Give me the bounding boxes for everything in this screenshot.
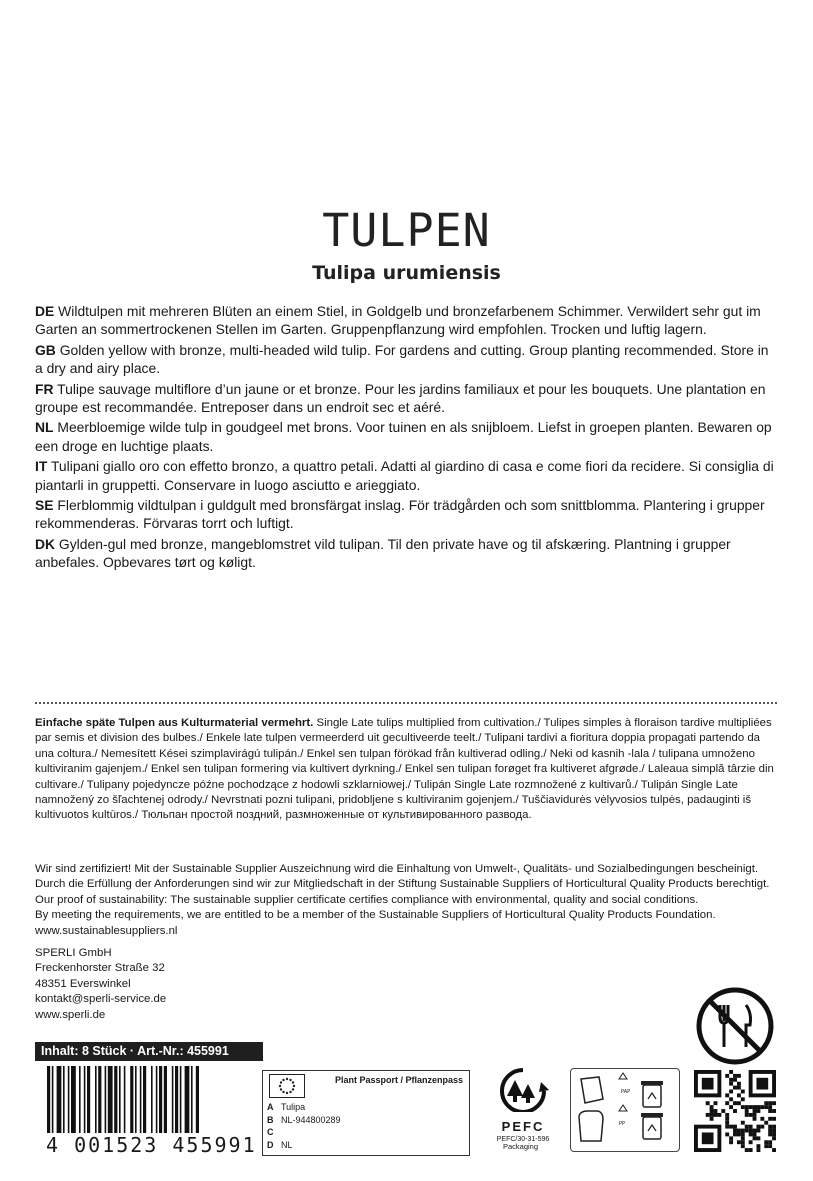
pefc-code: PEFC/30-31-596 — [496, 1136, 550, 1143]
lang-code: NL — [35, 419, 54, 436]
lang-text: Flerblommig vildtulpan i guldgult med bronsfärgat inslag. För trädgården och som snittblomma. Plantering i grupper rekommenderas. Förvaras torrt och luftigt. — [35, 497, 765, 532]
city: 48351 Everswinkel — [35, 977, 131, 990]
not-edible-icon — [694, 985, 776, 1067]
pefc-logo — [488, 1068, 558, 1143]
passport-rows — [267, 1101, 341, 1151]
dotted-divider — [35, 702, 777, 704]
description-dk — [35, 535, 780, 572]
cert-url: www.sustainablesuppliers.nl — [35, 924, 178, 937]
company-address — [35, 946, 777, 1023]
row-value: NL-944800289 — [281, 1114, 341, 1125]
cert-line: Our proof of sustainability: The sustainable supplier certificate certifies compliance with environmental, quality and social conditions. — [35, 893, 699, 906]
lang-code: FR — [35, 380, 54, 397]
lang-text: Meerbloemige wilde tulp in goudgeel met brons. Voor tuinen en als snijbloem. Liefst in groepen planten. Bewaren op een droge en luchtige plaats. — [35, 419, 772, 454]
page-title: TULPEN — [322, 204, 491, 257]
email: kontakt@sperli-service.de — [35, 993, 167, 1006]
lang-code: SE — [35, 497, 54, 514]
cert-line: Durch die Erfüllung der Anforderungen sind wir zur Mitgliedschaft in der Stiftung Sustainable Suppliers of Horticultural Quality Products berechtigt. — [35, 878, 770, 891]
cert-line: By meeting the requirements, we are entitled to be a member of the Sustainable Suppliers of Horticultural Quality Products Foundation. — [35, 909, 716, 922]
description-list — [35, 302, 780, 574]
svg-text:PP: PP — [619, 1121, 626, 1127]
row-value: NL — [281, 1139, 293, 1150]
recycling-info — [570, 1068, 680, 1152]
row-key: D — [267, 1139, 274, 1150]
street: Freckenhorster Straße 32 — [35, 962, 165, 975]
lang-code: DE — [35, 303, 55, 319]
barcode-number: 4 001523 455991 — [46, 1133, 257, 1157]
cultivation-lead: Einfache späte Tulpen aus Kulturmaterial vermehrt. — [35, 717, 314, 729]
lang-text: Golden yellow with bronze, multi-headed wild tulip. For gardens and cutting. Group planting recommended. Store in a dry and airy place. — [35, 341, 769, 377]
description-fr — [35, 380, 780, 417]
lang-code: IT — [35, 458, 48, 475]
passport-row — [267, 1101, 341, 1114]
row-key: B — [267, 1114, 274, 1125]
pefc-word: PEFC — [501, 1119, 545, 1134]
lang-code: GB — [35, 341, 56, 358]
packaging-caption: Packaging — [503, 1142, 539, 1151]
passport-row — [267, 1114, 341, 1127]
row-key: C — [267, 1127, 274, 1137]
eu-flag-icon — [269, 1074, 305, 1098]
recycling-icon — [571, 1069, 679, 1151]
botanical-name: Tulipa urumiensis — [312, 262, 501, 284]
cert-line: Wir sind zertifiziert! Mit der Sustainable Supplier Auszeichnung wird die Einhaltung von Umwelt-, Qualitäts- und Sozialbedingungen bescheinigt. — [35, 863, 759, 875]
website: www.sperli.de — [35, 1008, 106, 1021]
description-it — [35, 457, 780, 494]
contents-bar: Inhalt: 8 Stück · Art.-Nr.: 455991 — [35, 1042, 263, 1061]
qr-code-icon[interactable] — [694, 1070, 776, 1152]
cultivation-info — [35, 716, 777, 824]
plant-passport — [262, 1070, 470, 1156]
description-se — [35, 496, 780, 533]
company-name: SPERLI GmbH — [35, 947, 112, 959]
description-gb — [35, 341, 780, 378]
passport-row — [267, 1126, 341, 1139]
passport-row — [267, 1139, 341, 1152]
row-key: A — [267, 1102, 274, 1112]
lang-text: Tulipani giallo oro con effetto bronzo, a quattro petali. Adatti al giardino di casa e come fiori da recidere. Si consiglia di piantarli in gruppetti. Conservare in luogo asciutto e arieggiato. — [35, 458, 774, 493]
row-value: Tulipa — [281, 1102, 306, 1112]
lang-text: Tulipe sauvage multiflore d’un jaune or et bronze. Pour les jardins familiaux et pour les bouquets. Une plantation en groupe est recommandée. Entreposer dans un endroit sec et aéré. — [35, 380, 766, 416]
svg-text:PAP: PAP — [621, 1089, 631, 1095]
lang-text: Wildtulpen mit mehreren Blüten an einem Stiel, in Goldgelb und bronzefarbenem Schimmer. Verwildert sehr gut im Garten an sommertrockenen Stellen im Garten. Gruppenpflanzung wird empfohlen. Trocken und luftig lagern. — [35, 303, 761, 338]
lang-code: DK — [35, 535, 56, 552]
lang-text: Gylden-gul med bronze, mangeblomstret vild tulipan. Til den private have og til afskæring. Plantning i grupper anbefales. Opbevares tørt og køligt. — [35, 535, 731, 571]
description-nl — [35, 418, 780, 455]
pefc-logo-icon — [495, 1068, 551, 1112]
certification-block — [35, 862, 777, 939]
passport-title: Plant Passport / Pflanzenpass — [334, 1075, 463, 1085]
cultivation-text: Single Late tulips multiplied from cultivation./ Tulipes simples à floraison tardive multipliées par semis et division des bulbes./ Enkele late tulpen vermeerderd uit gecultiveerde teelt./ Tulipani tardivi a fioritura doppia propagati partendo da una coltura./ Nemesített Kései szimplavirágú tulipán./ Enkel sen tulpan förökad från kultiverad odling./ Neki od kasnih -lala / tulipana umnoženo kultiviranim gajenjem./ Enkel sen tulipan formering via kultivert dyrkning./ Enkel sen tulipan forøget fra kultiveret afgrøde./ Laleaua simplă târzie din cultivare./ Tulipany pojedyncze późne pochodzące z hodowli szklarniowej./ Tulipán Single Late rozmnožené z kultivarů./ Tulipán Single Late namnožený zo šľachtenej odrody./ Nevrstnati pozni tulipani, pridobljene s kultiviranim gojenjem./ Tuščiavidurės vėlyvosios tulpės, padauginti iš kultivuotos kultūros./ Тюльпан простой поздний, размноженные от культивированного развода. — [35, 717, 774, 822]
description-de — [35, 302, 780, 339]
